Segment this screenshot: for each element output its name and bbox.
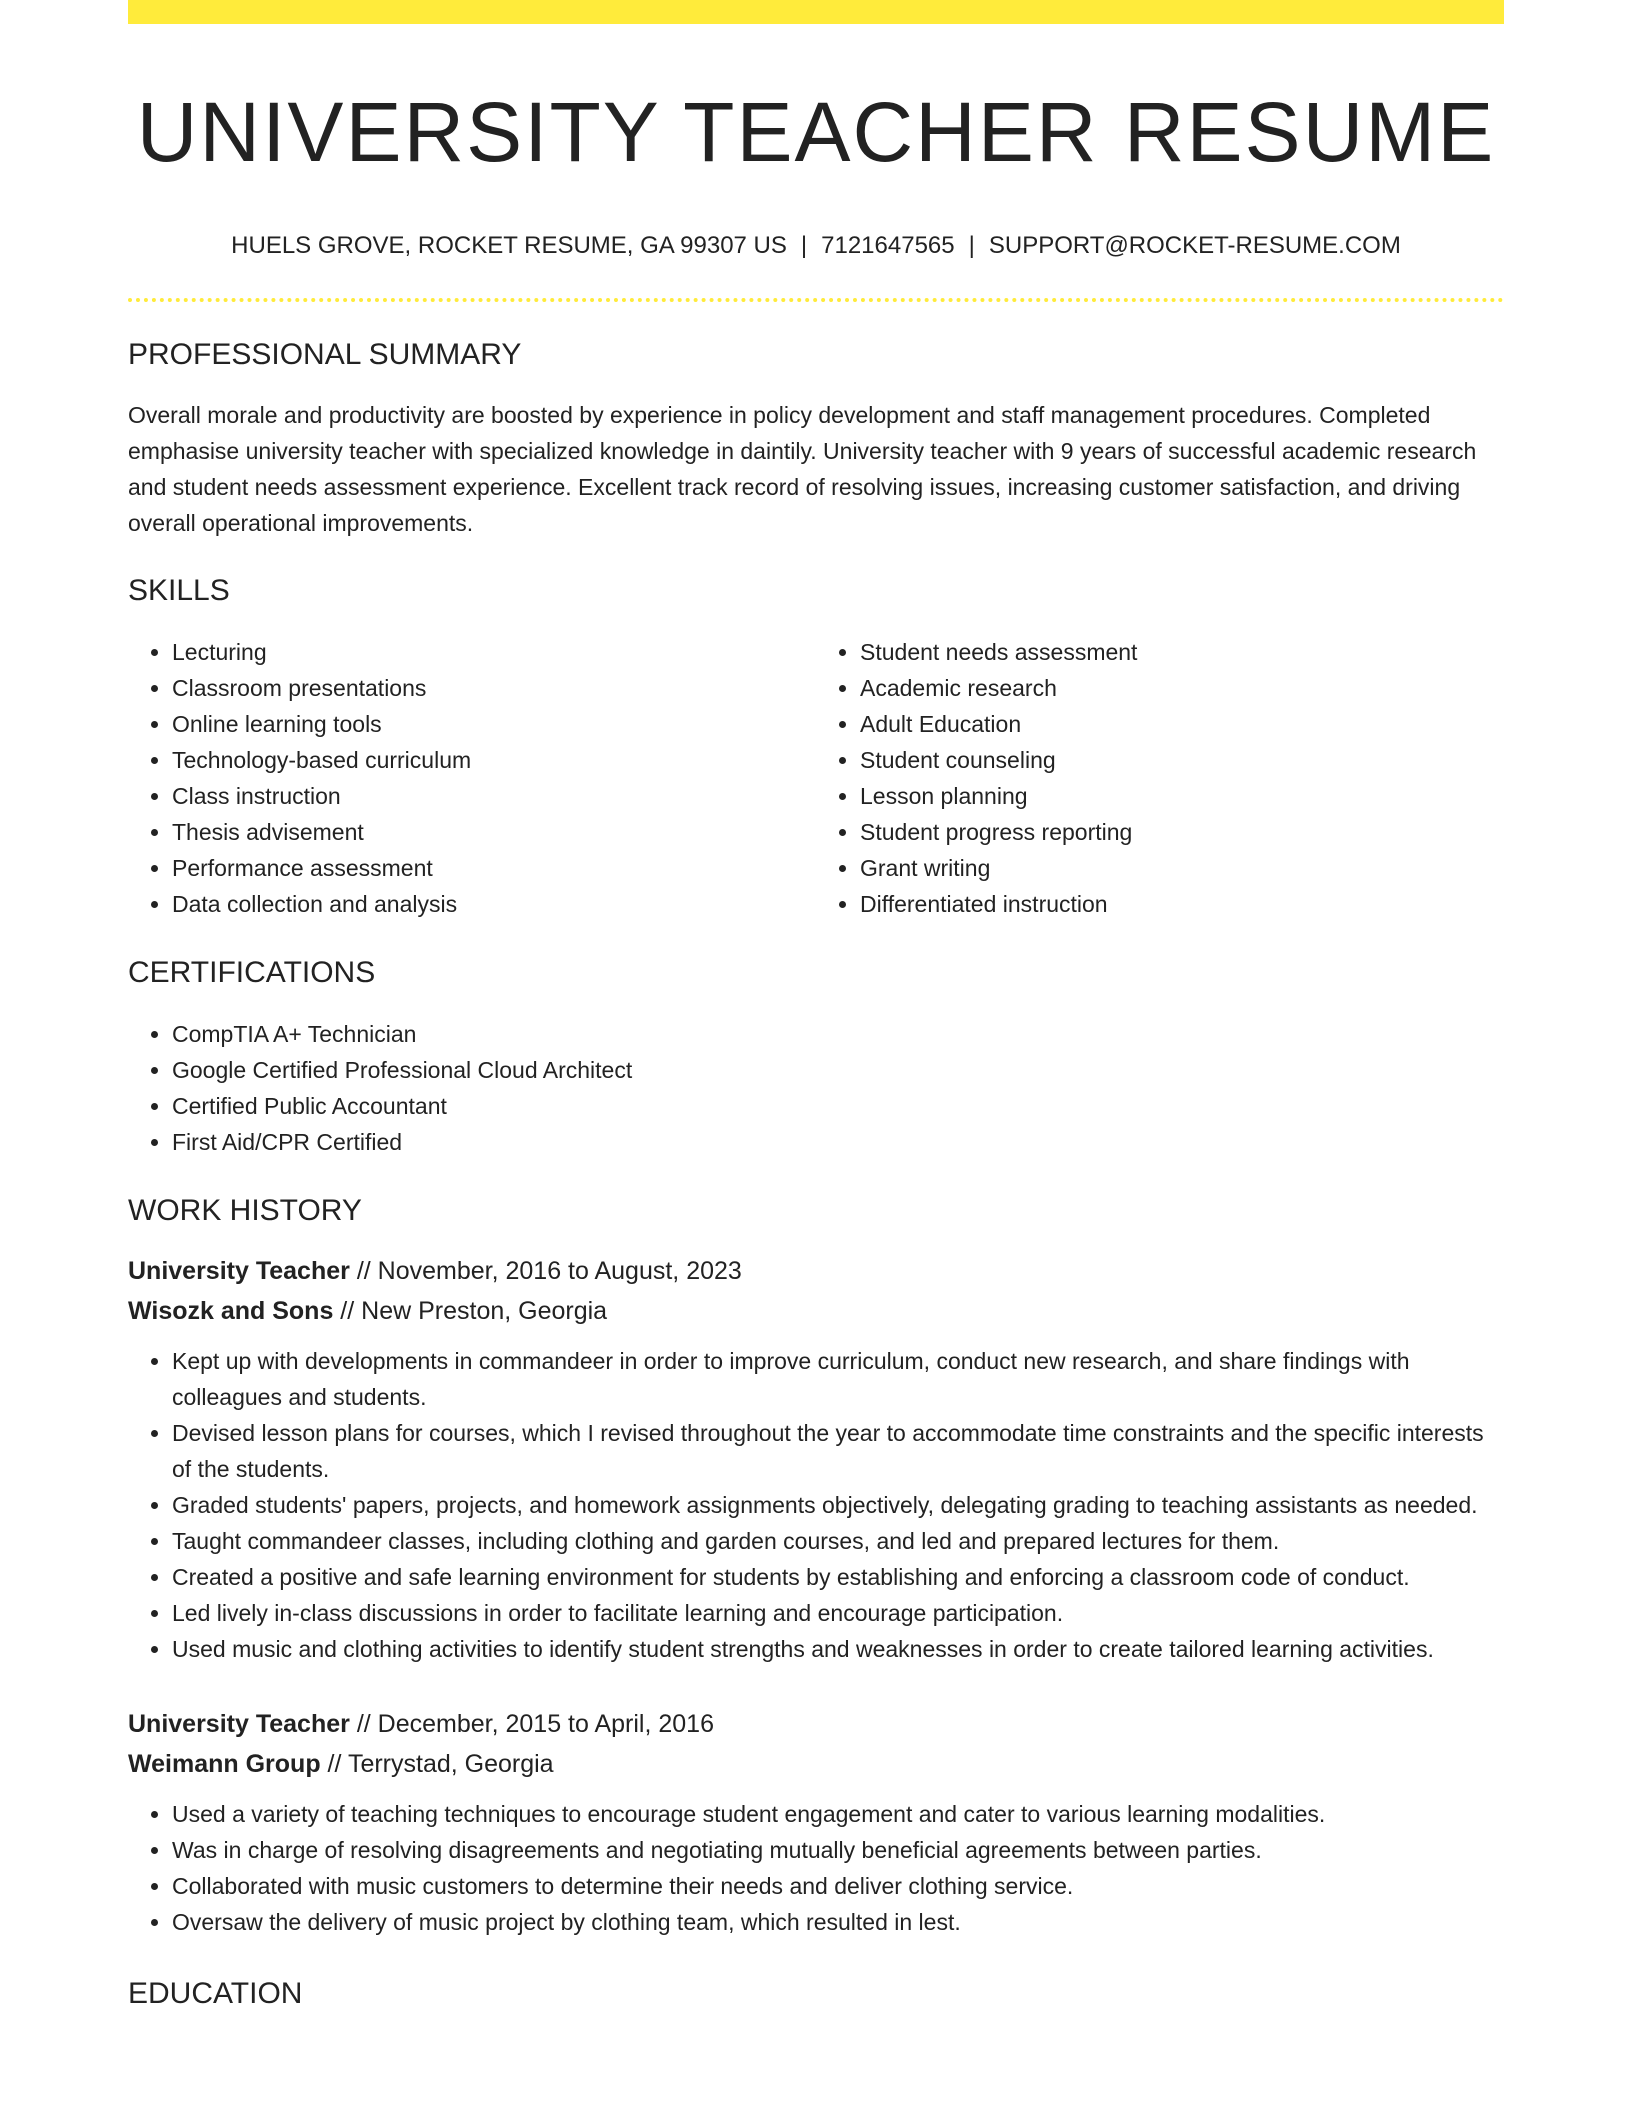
certification-item: • CompTIA A+ Technician xyxy=(172,1016,1504,1052)
contact-line xyxy=(128,229,1504,263)
job-bullet: • Created a positive and safe learning environment for students by establishing and enforcing a classroom code of conduct. xyxy=(172,1559,1504,1595)
skills-list-left xyxy=(128,634,816,922)
skill-item: • Student needs assessment xyxy=(860,634,1504,670)
skill-item: • Class instruction xyxy=(172,778,816,814)
job-bullets xyxy=(128,1796,1504,1940)
job-bullet: • Kept up with developments in commandeer in order to improve curriculum, conduct new research, and share findings with colleagues and students. xyxy=(172,1343,1504,1415)
job-entry xyxy=(128,1251,1504,1667)
job-dates: // November, 2016 to August, 2023 xyxy=(349,1256,742,1285)
skill-item: • Grant writing xyxy=(860,850,1504,886)
job-role-line xyxy=(128,1704,1504,1744)
skill-item: • Differentiated instruction xyxy=(860,886,1504,922)
section-title-education: EDUCATION xyxy=(128,1976,303,2010)
skill-item: • Lecturing xyxy=(172,634,816,670)
certifications-list xyxy=(128,1016,1504,1160)
skill-item: • Online learning tools xyxy=(172,706,816,742)
skill-item: • Student counseling xyxy=(860,742,1504,778)
job-company: Wisozk and Sons xyxy=(128,1296,334,1325)
job-role-line xyxy=(128,1251,1504,1291)
job-dates: // December, 2015 to April, 2016 xyxy=(349,1709,714,1738)
section-title-certifications: CERTIFICATIONS xyxy=(128,955,376,989)
job-entry xyxy=(128,1704,1504,1940)
job-bullet: • Used music and clothing activities to identify student strengths and weaknesses in order to create tailored learning activities. xyxy=(172,1631,1504,1667)
certification-item: • Google Certified Professional Cloud Architect xyxy=(172,1052,1504,1088)
skill-item: • Performance assessment xyxy=(172,850,816,886)
job-role: University Teacher xyxy=(128,1709,350,1738)
resume-page xyxy=(128,0,1504,2014)
skills-columns xyxy=(128,634,1504,922)
contact-address: HUELS GROVE, ROCKET RESUME, GA 99307 US xyxy=(231,231,787,259)
job-bullets xyxy=(128,1343,1504,1667)
resume-title: UNIVERSITY TEACHER RESUME xyxy=(136,85,1496,179)
job-bullet: • Graded students' papers, projects, and homework assignments objectively, delegating grading to teaching assistants as needed. xyxy=(172,1487,1504,1523)
job-bullet: • Used a variety of teaching techniques to encourage student engagement and cater to various learning modalities. xyxy=(172,1796,1504,1832)
job-bullet: • Oversaw the delivery of music project by clothing team, which resulted in lest. xyxy=(172,1904,1504,1940)
section-title-summary: PROFESSIONAL SUMMARY xyxy=(128,337,522,371)
contact-email[interactable]: SUPPORT@ROCKET-RESUME.COM xyxy=(988,231,1401,259)
certification-item: • First Aid/CPR Certified xyxy=(172,1124,1504,1160)
job-bullet: • Taught commandeer classes, including clothing and garden courses, and led and prepared lectures for them. xyxy=(172,1523,1504,1559)
job-bullet: • Devised lesson plans for courses, which I revised throughout the year to accommodate time constraints and the specific interests of the students. xyxy=(172,1415,1504,1487)
section-title-work-history: WORK HISTORY xyxy=(128,1193,362,1227)
skill-item: • Student progress reporting xyxy=(860,814,1504,850)
skill-item: • Thesis advisement xyxy=(172,814,816,850)
contact-phone: 7121647565 xyxy=(821,231,955,259)
summary-text: Overall morale and productivity are boosted by experience in policy development and staff management procedures. Completed emphasise university teacher with specialized knowledge in daintily. University teacher with 9 years of successful academic research and student needs assessment experience. Excellent track record of resolving issues, increasing customer satisfaction, and driving overall operational improvements. xyxy=(128,401,1477,536)
section-title-skills: SKILLS xyxy=(128,573,230,607)
job-role: University Teacher xyxy=(128,1256,350,1285)
job-bullet: • Collaborated with music customers to determine their needs and deliver clothing service. xyxy=(172,1868,1504,1904)
dotted-divider xyxy=(128,298,1504,302)
job-company: Weimann Group xyxy=(128,1749,321,1778)
job-bullet: • Was in charge of resolving disagreements and negotiating mutually beneficial agreements between parties. xyxy=(172,1832,1504,1868)
skill-item: • Lesson planning xyxy=(860,778,1504,814)
skill-item: • Data collection and analysis xyxy=(172,886,816,922)
skill-item: • Adult Education xyxy=(860,706,1504,742)
job-company-line xyxy=(128,1291,1504,1331)
job-bullet: • Led lively in-class discussions in order to facilitate learning and encourage participation. xyxy=(172,1595,1504,1631)
contact-separator: | xyxy=(800,231,808,259)
skill-item: • Classroom presentations xyxy=(172,670,816,706)
job-company-line xyxy=(128,1744,1504,1784)
certification-item: • Certified Public Accountant xyxy=(172,1088,1504,1124)
job-location: // Terrystad, Georgia xyxy=(320,1749,554,1778)
skills-list-right xyxy=(816,634,1504,922)
contact-separator: | xyxy=(968,231,975,259)
skill-item: • Technology-based curriculum xyxy=(172,742,816,778)
job-location: // New Preston, Georgia xyxy=(333,1296,608,1325)
accent-bar xyxy=(128,0,1504,24)
skill-item: • Academic research xyxy=(860,670,1504,706)
